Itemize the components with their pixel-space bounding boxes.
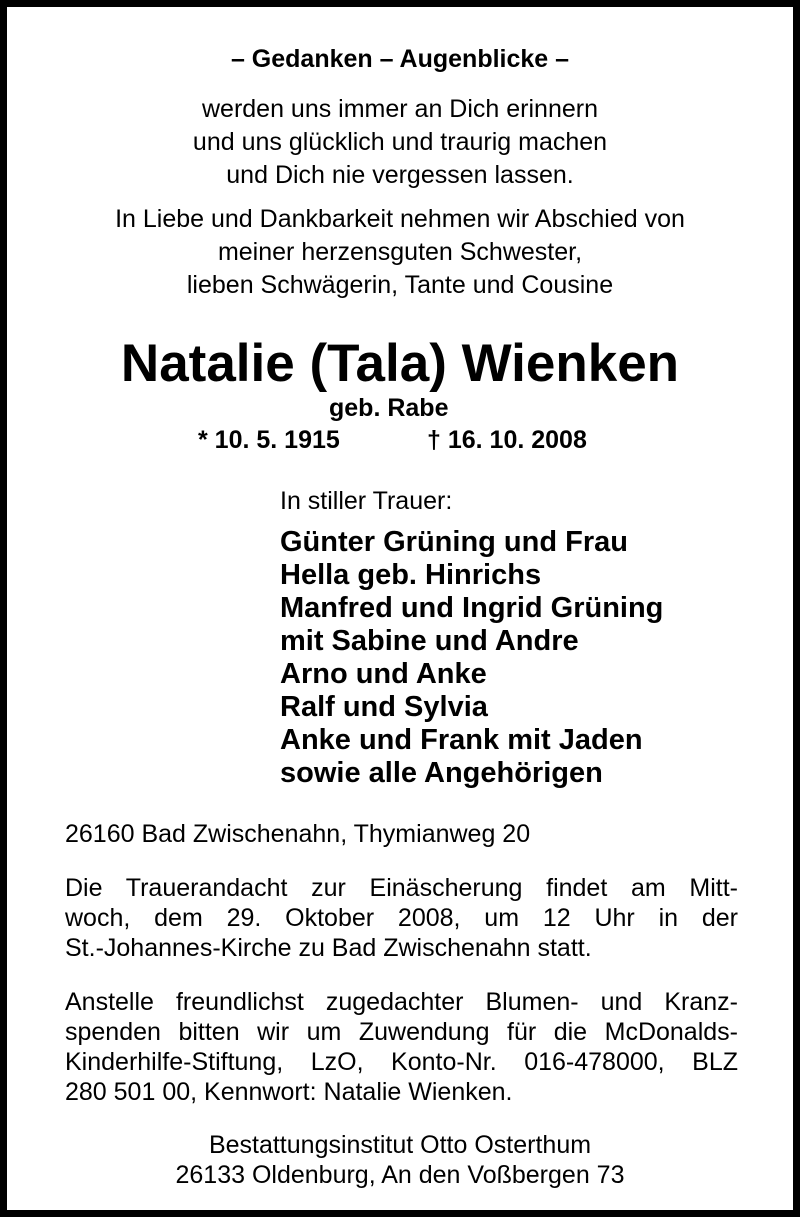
birth-date: * 10. 5. 1915 — [198, 426, 340, 454]
mourner-name: Manfred und Ingrid Grüning — [280, 592, 664, 624]
donations-line: Kinderhilfe-Stiftung, LzO, Konto-Nr. 016-478000, BLZ — [65, 1048, 738, 1076]
mourner-name: Anke und Frank mit Jaden — [280, 724, 643, 756]
motto-heading: – Gedanken – Augenblicke – — [230, 45, 570, 73]
funeral-home-name: Bestattungsinstitut Otto Osterthum — [208, 1131, 592, 1159]
maiden-name: geb. Rabe — [329, 394, 449, 422]
farewell-line: meiner herzensguten Schwester, — [217, 238, 583, 266]
mourner-name: Hella geb. Hinrichs — [280, 559, 542, 591]
family-address: 26160 Bad Zwischenahn, Thymianweg 20 — [65, 820, 531, 848]
donations-line: spenden bitten wir um Zuwendung für die McDonalds- — [65, 1018, 738, 1046]
mourner-name: Arno und Anke — [280, 658, 487, 690]
donations-line: Anstelle freundlichst zugedachter Blumen- und Kranz- — [65, 988, 738, 1016]
mourner-name: mit Sabine und Andre — [280, 625, 579, 657]
motto-line: und Dich nie vergessen lassen. — [226, 161, 574, 189]
deceased-name: Natalie (Tala) Wienken — [120, 334, 680, 393]
motto-line: und uns glücklich und traurig machen — [192, 128, 608, 156]
mourner-name: Ralf und Sylvia — [280, 691, 488, 723]
service-line: St.-Johannes-Kirche zu Bad Zwischenahn statt. — [65, 934, 592, 962]
service-line: Die Trauerandacht zur Einäscherung findet am Mitt- — [65, 874, 738, 902]
motto-line: werden uns immer an Dich erinnern — [201, 95, 598, 123]
mourner-name: sowie alle Angehörigen — [280, 757, 603, 789]
farewell-line: lieben Schwägerin, Tante und Cousine — [186, 271, 614, 299]
donations-line: 280 501 00, Kennwort: Natalie Wienken. — [65, 1078, 513, 1106]
service-line: woch, dem 29. Oktober 2008, um 12 Uhr in der — [65, 904, 738, 932]
mourners-intro: In stiller Trauer: — [280, 487, 453, 515]
mourner-name: Günter Grüning und Frau — [280, 526, 628, 558]
death-date: † 16. 10. 2008 — [427, 426, 587, 454]
funeral-home-address: 26133 Oldenburg, An den Voßbergen 73 — [175, 1161, 625, 1189]
farewell-line: In Liebe und Dankbarkeit nehmen wir Abschied von — [115, 205, 685, 233]
